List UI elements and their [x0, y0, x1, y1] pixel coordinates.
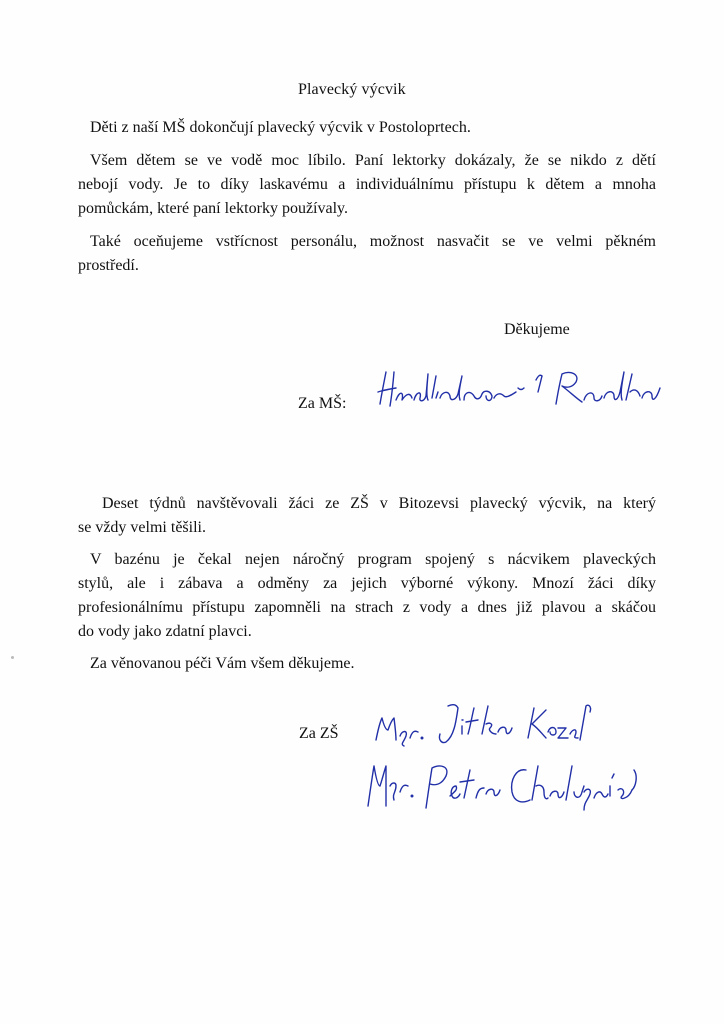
paragraph-line: pomůckám, které paní lektorky používaly.: [78, 200, 348, 217]
paragraph-line: Všem dětem se ve vodě moc líbilo. Paní lektorky dokázaly, že se nikdo z dětí: [90, 152, 656, 169]
paragraph-line: do vody jako zdatní plavci.: [78, 623, 252, 640]
paragraph-line: stylů, ale i zábava a odměny za jejich výborné výkony. Mnozí žáci díky: [78, 575, 656, 592]
paragraph-line: nebojí vody. Je to díky laskavému a individuálnímu přístupu k dětem a mnoha: [78, 176, 656, 193]
paper-speck: [11, 656, 14, 659]
ms-paragraph-1: [90, 116, 656, 140]
ms-paragraph-3: [78, 230, 656, 278]
ms-sign-label: Za MŠ:: [298, 395, 347, 412]
ms-closing: Děkujeme: [504, 321, 570, 338]
zs-signature-2: [360, 756, 640, 826]
zs-sign-label: Za ZŠ: [299, 725, 339, 742]
paragraph-line: Také oceňujeme vstřícnost personálu, možnost nasvačit se ve velmi pěkném: [90, 233, 656, 250]
paragraph-line: Deset týdnů navštěvovali žáci ze ZŠ v Bitozevsi plavecký výcvik, na který: [102, 495, 656, 512]
paragraph-line: V bazénu je čekal nejen náročný program spojený s nácvikem plaveckých: [90, 551, 656, 568]
zs-paragraph-3: [90, 652, 656, 676]
zs-paragraph-1: [78, 492, 656, 540]
document-title: Plavecký výcvik: [298, 81, 406, 98]
ms-signature: [370, 362, 670, 422]
ms-paragraph-2: [78, 149, 656, 221]
paragraph-line: Děti z naší MŠ dokončují plavecký výcvik v Postoloprtech.: [90, 119, 471, 136]
paragraph-line: se vždy velmi těšili.: [78, 519, 206, 536]
zs-paragraph-2: [78, 548, 656, 644]
paragraph-line: Za věnovanou péči Vám všem děkujeme.: [90, 655, 355, 672]
paragraph-line: prostředí.: [78, 257, 139, 274]
zs-signature-1: [370, 700, 600, 750]
paragraph-line: profesionálnímu přístupu zapomněli na strach z vody a dnes již plavou a skáčou: [78, 599, 656, 616]
